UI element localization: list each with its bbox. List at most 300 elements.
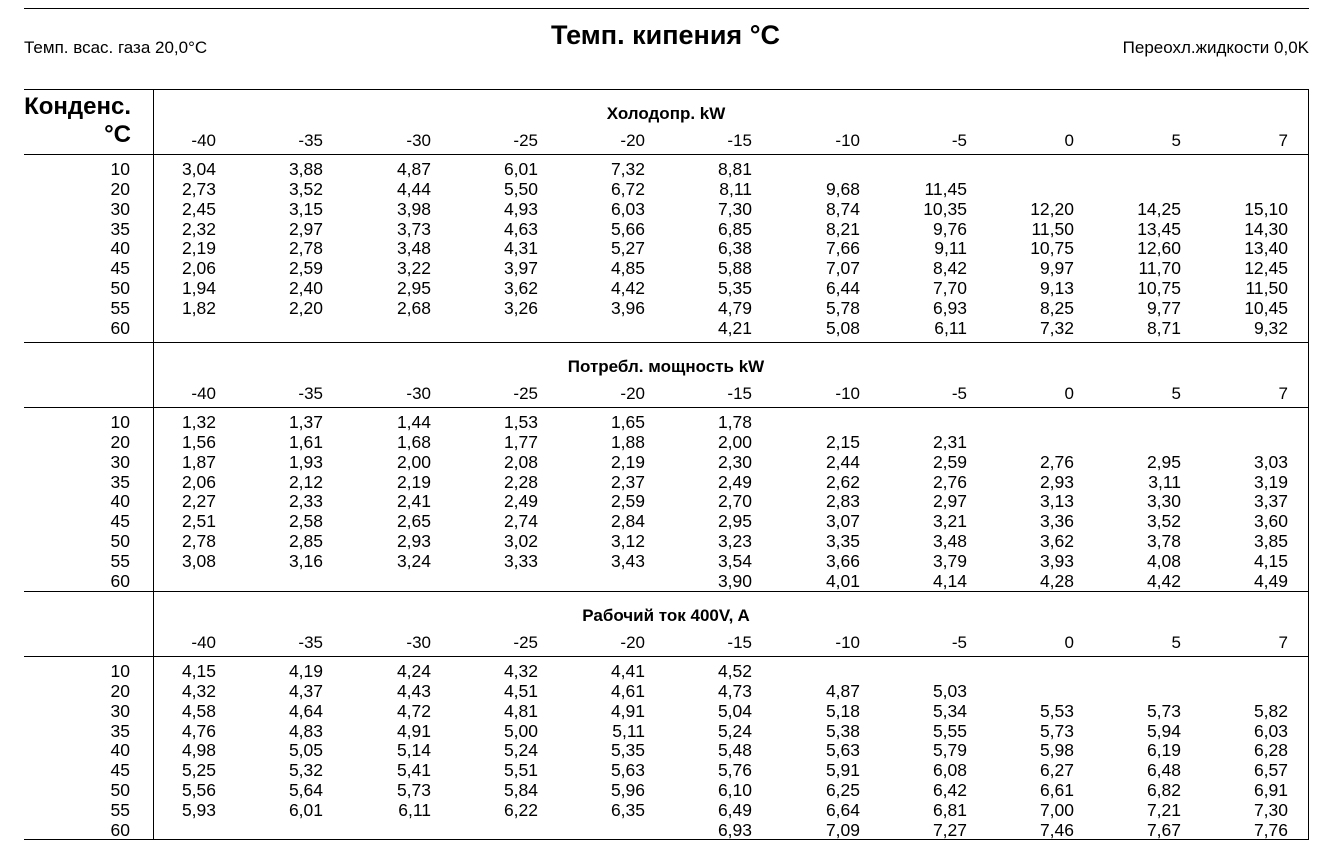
table-cell: 3,43 (610, 550, 645, 571)
table-cell: 6,10 (717, 780, 752, 801)
table-cell: 8,74 (825, 198, 860, 219)
table-cell: 4,31 (503, 238, 538, 259)
table-cell: 3,78 (1146, 531, 1181, 552)
top-rule (24, 8, 1309, 9)
table-cell: 1,37 (288, 412, 323, 432)
header-rule (24, 154, 1309, 155)
table-cell: 5,56 (181, 780, 216, 801)
table-cell: 4,32 (503, 661, 538, 681)
suction-gas-temp-label: Темп. всас. газа 20,0°C (24, 38, 208, 57)
table-cell: 6,08 (932, 760, 967, 781)
table-cell: 2,51 (181, 511, 216, 532)
column-header: 0 (1064, 633, 1074, 652)
table-cell: 2,31 (932, 431, 967, 452)
table-cell: 7,66 (825, 238, 860, 259)
table-cell: 4,19 (288, 661, 323, 681)
table-cell: 8,42 (932, 258, 967, 279)
table-cell: 6,27 (1039, 760, 1074, 781)
row-label: 40 (110, 238, 130, 259)
table-cell: 1,77 (503, 431, 538, 452)
table-cell: 4,81 (503, 700, 538, 721)
column-header: -10 (835, 131, 860, 150)
table-cell: 5,24 (503, 740, 538, 761)
column-header: -10 (835, 633, 860, 652)
table-cell: 10,45 (1244, 297, 1288, 318)
section-title: Рабочий ток 400V, A (582, 606, 750, 625)
table-cell: 4,49 (1253, 570, 1288, 591)
table-cell: 1,32 (181, 412, 216, 432)
table-cell: 4,28 (1039, 570, 1074, 591)
row-label: 30 (110, 700, 130, 721)
column-header: -5 (951, 131, 967, 150)
table-cell: 4,85 (610, 258, 645, 279)
table-cell: 3,37 (1253, 491, 1288, 512)
table-cell: 2,78 (288, 238, 323, 259)
table-cell: 9,97 (1039, 258, 1074, 279)
column-header: 7 (1278, 131, 1288, 150)
table-cell: 3,26 (503, 297, 538, 318)
table-cell: 14,30 (1244, 218, 1288, 239)
table-cell: 2,70 (717, 491, 752, 512)
table-cell: 8,81 (717, 159, 752, 179)
table-cell: 5,64 (288, 780, 323, 801)
table-cell: 6,93 (932, 297, 967, 318)
table-cell: 2,68 (396, 297, 431, 318)
table-cell: 4,76 (181, 720, 216, 741)
table-cell: 6,03 (610, 198, 645, 219)
table-cell: 2,59 (288, 258, 323, 279)
column-header: -25 (513, 384, 538, 403)
table-cell: 2,59 (932, 451, 967, 472)
table-cell: 3,03 (1253, 451, 1288, 472)
table-cell: 2,95 (1146, 451, 1181, 472)
table-cell: 5,03 (932, 680, 967, 701)
table-cell: 6,03 (1253, 720, 1288, 741)
row-label: 10 (110, 159, 130, 179)
table-cell: 7,30 (717, 198, 752, 219)
table-cell: 3,23 (717, 531, 752, 552)
table-cell: 5,18 (825, 700, 860, 721)
table-cell: 5,27 (610, 238, 645, 259)
table-cell: 2,08 (503, 451, 538, 472)
table-cell: 5,55 (932, 720, 967, 741)
table-cell: 1,56 (181, 431, 216, 452)
table-cell: 5,82 (1253, 700, 1288, 721)
table-cell: 2,45 (181, 198, 216, 219)
table-cell: 2,19 (610, 451, 645, 472)
header-rule (24, 407, 1309, 408)
table-cell: 10,75 (1030, 238, 1074, 259)
table-cell: 2,84 (610, 511, 645, 532)
table-cell: 6,01 (288, 799, 323, 820)
table-cell: 2,00 (396, 451, 431, 472)
column-header: 5 (1171, 384, 1181, 403)
row-label: 10 (110, 661, 130, 681)
row-label: 35 (110, 471, 130, 492)
table-cell: 4,15 (1253, 550, 1288, 571)
table-cell: 6,91 (1253, 780, 1288, 801)
table-cell: 2,65 (396, 511, 431, 532)
row-label: 30 (110, 451, 130, 472)
table-cell: 7,30 (1253, 799, 1288, 820)
table-cell: 3,04 (181, 159, 216, 179)
table-cell: 6,25 (825, 780, 860, 801)
table-cell: 5,53 (1039, 700, 1074, 721)
table-cell: 2,37 (610, 471, 645, 492)
table-cell: 6,49 (717, 799, 752, 820)
table-cell: 6,64 (825, 799, 860, 820)
row-label: 55 (110, 297, 130, 318)
column-header: -15 (727, 131, 752, 150)
row-label: 45 (110, 258, 130, 279)
column-header: -30 (406, 633, 431, 652)
row-label: 35 (110, 218, 130, 239)
column-header: -20 (620, 633, 645, 652)
table-cell: 11,45 (924, 178, 967, 199)
table-cell: 5,73 (396, 780, 431, 801)
header-rule (24, 656, 1309, 657)
table-cell: 3,12 (610, 531, 645, 552)
table-cell: 4,51 (503, 680, 538, 701)
table-cell: 5,41 (396, 760, 431, 781)
table-cell: 6,38 (717, 238, 752, 259)
table-cell: 11,50 (1245, 278, 1288, 299)
column-header: -40 (191, 131, 216, 150)
subcooling-label: Переохл.жидкости 0,0K (1122, 38, 1309, 57)
row-label: 20 (110, 431, 130, 452)
section-divider (24, 342, 1309, 343)
table-cell: 2,28 (503, 471, 538, 492)
row-label: 30 (110, 198, 130, 219)
table-cell: 5,05 (288, 740, 323, 761)
row-label: 20 (110, 680, 130, 701)
table-cell: 9,32 (1253, 317, 1288, 338)
table-cell: 7,27 (932, 819, 967, 840)
table-cell: 1,61 (288, 431, 323, 452)
table-cell: 4,52 (717, 661, 752, 681)
table-cell: 4,15 (181, 661, 216, 681)
table-cell: 9,76 (932, 218, 967, 239)
table-cell: 4,58 (181, 700, 216, 721)
table-cell: 5,32 (288, 760, 323, 781)
table-cell: 8,21 (825, 218, 860, 239)
table-cell: 3,11 (1148, 471, 1181, 492)
table-cell: 3,90 (717, 570, 752, 591)
table-cell: 2,32 (181, 218, 216, 239)
table-cell: 4,42 (610, 278, 645, 299)
table-cell: 14,25 (1137, 198, 1181, 219)
table-cell: 5,35 (610, 740, 645, 761)
column-header: 0 (1064, 384, 1074, 403)
table-cell: 2,15 (825, 431, 860, 452)
table-cell: 4,24 (396, 661, 431, 681)
table-cell: 3,22 (396, 258, 431, 279)
column-header: 7 (1278, 384, 1288, 403)
table-cell: 5,79 (932, 740, 967, 761)
table-cell: 9,13 (1039, 278, 1074, 299)
table-cell: 5,48 (717, 740, 752, 761)
table-cell: 8,11 (719, 178, 752, 199)
table-cell: 5,66 (610, 218, 645, 239)
table-cell: 3,85 (1253, 531, 1288, 552)
table-cell: 7,76 (1253, 819, 1288, 840)
column-header: -25 (513, 633, 538, 652)
table-cell: 2,40 (288, 278, 323, 299)
table-cell: 10,35 (923, 198, 967, 219)
table-cell: 3,66 (825, 550, 860, 571)
row-label: 50 (110, 780, 130, 801)
section-title: Холодопр. kW (606, 104, 726, 123)
table-cell: 7,32 (610, 159, 645, 179)
column-header: 5 (1171, 633, 1181, 652)
table-cell: 6,42 (932, 780, 967, 801)
table-cell: 4,08 (1146, 550, 1181, 571)
column-header: -5 (951, 633, 967, 652)
section-title: Потребл. мощность kW (567, 357, 765, 376)
table-cell: 13,45 (1137, 218, 1181, 239)
table-cell: 6,48 (1146, 760, 1181, 781)
table-cell: 5,96 (610, 780, 645, 801)
table-cell: 3,96 (610, 297, 645, 318)
table-cell: 4,91 (610, 700, 645, 721)
table-cell: 2,59 (610, 491, 645, 512)
table-cell: 3,54 (717, 550, 752, 571)
column-header: -10 (835, 384, 860, 403)
table-cell: 5,93 (181, 799, 216, 820)
table-cell: 5,04 (717, 700, 752, 721)
table-cell: 4,93 (503, 198, 538, 219)
table-cell: 3,60 (1253, 511, 1288, 532)
table-cell: 1,94 (181, 278, 216, 299)
table-cell: 2,95 (396, 278, 431, 299)
column-header: -35 (298, 633, 323, 652)
column-header: -5 (951, 384, 967, 403)
table-cell: 12,20 (1030, 198, 1074, 219)
table-cell: 6,93 (717, 819, 752, 840)
row-label: 40 (110, 740, 130, 761)
table-cell: 5,00 (503, 720, 538, 741)
column-header: 5 (1171, 131, 1181, 150)
row-label: 60 (110, 317, 130, 338)
row-label: 60 (110, 819, 130, 840)
table-cell: 1,93 (288, 451, 323, 472)
table-cell: 3,52 (1146, 511, 1181, 532)
table-cell: 1,53 (503, 412, 538, 432)
row-label: 50 (110, 531, 130, 552)
table-cell: 3,48 (932, 531, 967, 552)
table-cell: 4,87 (396, 159, 431, 179)
table-cell: 3,62 (1039, 531, 1074, 552)
table-cell: 12,45 (1244, 258, 1288, 279)
table-cell: 6,44 (825, 278, 860, 299)
table-cell: 4,83 (288, 720, 323, 741)
table-cell: 6,01 (503, 159, 538, 179)
table-cell: 4,41 (610, 661, 645, 681)
page-title: Темп. кипения °C (551, 20, 780, 50)
table-cell: 1,78 (717, 412, 752, 432)
table-cell: 4,01 (825, 570, 860, 591)
row-label: 55 (110, 550, 130, 571)
table-cell: 9,77 (1146, 297, 1181, 318)
table-cell: 2,74 (503, 511, 538, 532)
column-header: -20 (620, 384, 645, 403)
column-header: -35 (298, 384, 323, 403)
row-label: 10 (110, 412, 130, 432)
table-cell: 2,93 (1039, 471, 1074, 492)
table-cell: 1,87 (181, 451, 216, 472)
table-cell: 2,49 (717, 471, 752, 492)
table-cell: 2,49 (503, 491, 538, 512)
column-header: -15 (727, 384, 752, 403)
table-cell: 3,19 (1253, 471, 1288, 492)
table-cell: 2,97 (288, 218, 323, 239)
table-cell: 11,70 (1138, 258, 1181, 279)
table-cell: 3,52 (288, 178, 323, 199)
table-cell: 2,73 (181, 178, 216, 199)
table-cell: 6,11 (934, 317, 967, 338)
table-cell: 4,87 (825, 680, 860, 701)
table-cell: 3,02 (503, 531, 538, 552)
table-cell: 2,19 (181, 238, 216, 259)
column-header: -40 (191, 384, 216, 403)
column-header: -30 (406, 384, 431, 403)
table-cell: 12,60 (1137, 238, 1181, 259)
table-cell: 3,07 (825, 511, 860, 532)
table-cell: 2,83 (825, 491, 860, 512)
table-cell: 4,72 (396, 700, 431, 721)
table-cell: 5,91 (825, 760, 860, 781)
table-cell: 2,85 (288, 531, 323, 552)
table-cell: 6,35 (610, 799, 645, 820)
table-cell: 3,30 (1146, 491, 1181, 512)
table-cell: 5,34 (932, 700, 967, 721)
table-cell: 5,76 (717, 760, 752, 781)
table-cell: 4,79 (717, 297, 752, 318)
table-cell: 6,81 (932, 799, 967, 820)
table-cell: 6,57 (1253, 760, 1288, 781)
table-cell: 1,88 (610, 431, 645, 452)
table-cell: 3,35 (825, 531, 860, 552)
table-cell: 5,08 (825, 317, 860, 338)
table-cell: 6,22 (503, 799, 538, 820)
table-cell: 8,25 (1039, 297, 1074, 318)
table-cell: 4,14 (932, 570, 967, 591)
table-cell: 9,11 (934, 238, 967, 259)
table-cell: 4,73 (717, 680, 752, 701)
table-cell: 2,06 (181, 471, 216, 492)
condensing-temp-unit: °C (104, 121, 131, 148)
table-cell: 5,63 (610, 760, 645, 781)
table-cell: 2,20 (288, 297, 323, 318)
table-cell: 3,62 (503, 278, 538, 299)
table-cell: 2,06 (181, 258, 216, 279)
table-cell: 3,79 (932, 550, 967, 571)
table-cell: 4,64 (288, 700, 323, 721)
table-cell: 6,28 (1253, 740, 1288, 761)
table-cell: 3,73 (396, 218, 431, 239)
table-cell: 15,10 (1244, 198, 1288, 219)
table-cell: 3,15 (288, 198, 323, 219)
column-header: -20 (620, 131, 645, 150)
table-cell: 3,98 (396, 198, 431, 219)
column-header: -35 (298, 131, 323, 150)
table-cell: 2,97 (932, 491, 967, 512)
table-cell: 5,24 (717, 720, 752, 741)
table-cell: 5,35 (717, 278, 752, 299)
condensing-temp-header (6, 93, 131, 149)
column-header: -40 (191, 633, 216, 652)
row-label: 35 (110, 720, 130, 741)
row-label: 50 (110, 278, 130, 299)
table-cell: 5,63 (825, 740, 860, 761)
table-cell: 3,33 (503, 550, 538, 571)
table-cell: 4,32 (181, 680, 216, 701)
table-cell: 4,43 (396, 680, 431, 701)
row-label: 60 (110, 570, 130, 591)
table-cell: 3,08 (181, 550, 216, 571)
table-cell: 2,78 (181, 531, 216, 552)
row-label: 20 (110, 178, 130, 199)
row-label: 45 (110, 511, 130, 532)
table-cell: 2,19 (396, 471, 431, 492)
table-cell: 5,84 (503, 780, 538, 801)
table-cell: 3,24 (396, 550, 431, 571)
table-cell: 5,98 (1039, 740, 1074, 761)
table-cell: 2,00 (717, 431, 752, 452)
table-cell: 3,88 (288, 159, 323, 179)
table-cell: 2,33 (288, 491, 323, 512)
table-cell: 10,75 (1137, 278, 1181, 299)
table-cell: 4,42 (1146, 570, 1181, 591)
table-cell: 4,98 (181, 740, 216, 761)
column-header: -15 (727, 633, 752, 652)
table-cell: 2,41 (396, 491, 431, 512)
table-cell: 4,37 (288, 680, 323, 701)
table-cell: 7,00 (1039, 799, 1074, 820)
table-cell: 4,61 (610, 680, 645, 701)
table-cell: 5,78 (825, 297, 860, 318)
table-cell: 8,71 (1146, 317, 1181, 338)
table-cell: 5,51 (503, 760, 538, 781)
table-cell: 7,70 (932, 278, 967, 299)
table-cell: 3,93 (1039, 550, 1074, 571)
table-cell: 7,07 (825, 258, 860, 279)
table-cell: 2,12 (288, 471, 323, 492)
table-cell: 2,76 (932, 471, 967, 492)
row-label: 55 (110, 799, 130, 820)
table-cell: 7,09 (825, 819, 860, 840)
table-cell: 5,73 (1039, 720, 1074, 741)
table-cell: 5,94 (1146, 720, 1181, 741)
table-cell: 5,11 (612, 720, 645, 741)
table-cell: 3,13 (1039, 491, 1074, 512)
table-cell: 1,65 (610, 412, 645, 432)
table-cell: 2,44 (825, 451, 860, 472)
table-cell: 5,88 (717, 258, 752, 279)
table-cell: 1,82 (181, 297, 216, 318)
column-header: -30 (406, 131, 431, 150)
table-cell: 1,68 (396, 431, 431, 452)
column-header: -25 (513, 131, 538, 150)
table-cell: 7,32 (1039, 317, 1074, 338)
table-cell: 4,44 (396, 178, 431, 199)
table-cell: 4,21 (717, 317, 752, 338)
row-label: 45 (110, 760, 130, 781)
table-cell: 4,63 (503, 218, 538, 239)
table-cell: 2,30 (717, 451, 752, 472)
table-cell: 6,82 (1146, 780, 1181, 801)
table-cell: 6,85 (717, 218, 752, 239)
